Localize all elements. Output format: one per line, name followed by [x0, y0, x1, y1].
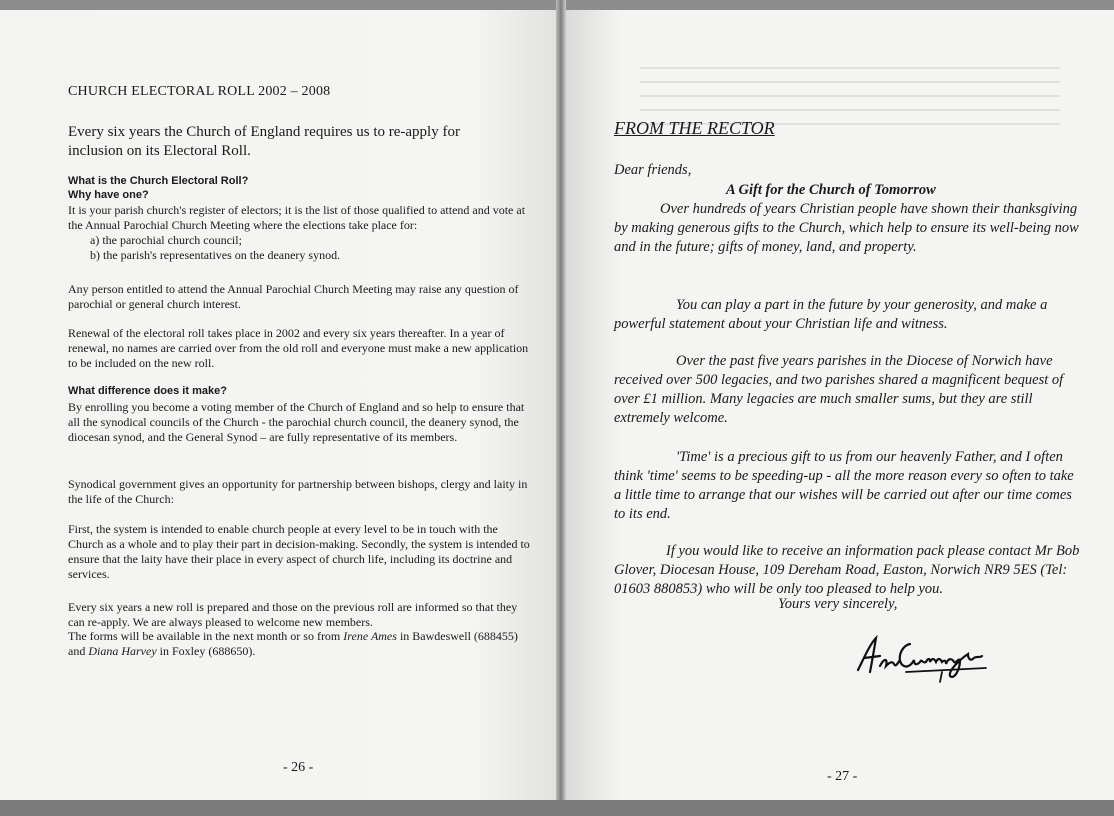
page-number-26: - 26 -	[283, 760, 314, 775]
page-26	[0, 10, 556, 800]
paragraph-meeting: Any person entitled to attend the Annual Parochial Church Meeting may raise any question of parochial or general church interest.	[68, 282, 519, 311]
question-what-is-roll: What is the Church Electoral Roll?	[68, 175, 249, 187]
paragraph-new-roll: Every six years a new roll is prepared and those on the previous roll are informed so that they can re-apply. We are always pleased to welcome new members.	[68, 600, 518, 629]
electoral-roll-title: CHURCH ELECTORAL ROLL 2002 – 2008	[68, 84, 331, 99]
rector-section-title: FROM THE RECTOR	[614, 118, 775, 138]
paragraph-enrolling: By enrolling you become a voting member of the Church of England and so help to ensure that all the synodical councils of the Church - the parochial church council, the deanery synod, the diocesan synod, and the General Synod – are fully representative of its members.	[68, 400, 525, 444]
gift-heading: A Gift for the Church of Tomorrow	[726, 181, 936, 198]
paragraph-time: 'Time' is a precious gift to us from our heavenly Father, and I often think 'time' seems to be speeding-up - all the more reason every so often to take a little time to arrange that our wishes will be carried out after our time comes to its end.	[614, 448, 1074, 522]
electoral-roll-intro: Every six years the Church of England requires us to re-apply for inclusion on its Electoral Roll.	[68, 124, 460, 159]
list-item-pcc: a) the parochial church council;	[90, 233, 242, 247]
paragraph-forms	[68, 629, 530, 659]
contact-name-irene: Irene Ames	[343, 629, 397, 643]
handwritten-signature	[850, 628, 990, 684]
question-why-have-one: Why have one?	[68, 189, 149, 201]
paragraph-synodical: Synodical government gives an opportunity for partnership between bishops, clergy and laity in the life of the Church:	[68, 477, 528, 506]
forms-text-b: in Bawdeswell (688455) and	[68, 629, 518, 658]
closing-line: Yours very sincerely,	[778, 595, 898, 612]
forms-text-a: The forms will be available in the next month or so from	[68, 629, 344, 643]
bleed-through-ghost	[640, 55, 1060, 125]
scan-bottom-edge	[0, 800, 1114, 816]
book-gutter	[556, 0, 566, 816]
paragraph-register: It is your parish church's register of electors; it is the list of those qualified to attend and vote at the Annual Parochial Church Meeting where the elections take place for:	[68, 203, 526, 232]
forms-text-c: in Foxley (688650).	[156, 644, 256, 658]
paragraph-renewal: Renewal of the electoral roll takes place in 2002 and every six years thereafter. In a year of renewal, no names are carried over from the old roll and everyone must make a new application to be included on the new roll.	[68, 326, 529, 370]
list-item-deanery: b) the parish's representatives on the deanery synod.	[90, 248, 341, 262]
question-what-difference: What difference does it make?	[68, 385, 227, 397]
contact-name-diana: Diana Harvey	[88, 644, 157, 658]
greeting: Dear friends,	[614, 161, 692, 178]
page-number-27: - 27 -	[827, 769, 858, 784]
paragraph-legacies: Over the past five years parishes in the Diocese of Norwich have received over 500 legacies, and two parishes shared a magnificent bequest of over £1 million. Many legacies are much smaller sums, but they are still extremely welcome.	[614, 352, 1064, 426]
paragraph-generous-gifts: Over hundreds of years Christian people have shown their thanksgiving by making generous gifts to the Church, which help to ensure its well-being now and in the future; gifts of money, land, and property.	[614, 200, 1079, 255]
paragraph-information-pack: If you would like to receive an information pack please contact Mr Bob Glover, Diocesan House, 109 Dereham Road, Easton, Norwich NR9 5ES (Tel: 01603 880853) who will be only too pleased to help you.	[614, 542, 1080, 597]
paragraph-play-a-part: You can play a part in the future by your generosity, and make a powerful statement about your Christian life and witness.	[614, 296, 1048, 332]
paragraph-system: First, the system is intended to enable church people at every level to be in touch with the Church as a whole and to play their part in decision-making. Secondly, the system is intended to ensure that the laity have their place in every aspect of church life, including its doctrine and services.	[68, 522, 530, 581]
